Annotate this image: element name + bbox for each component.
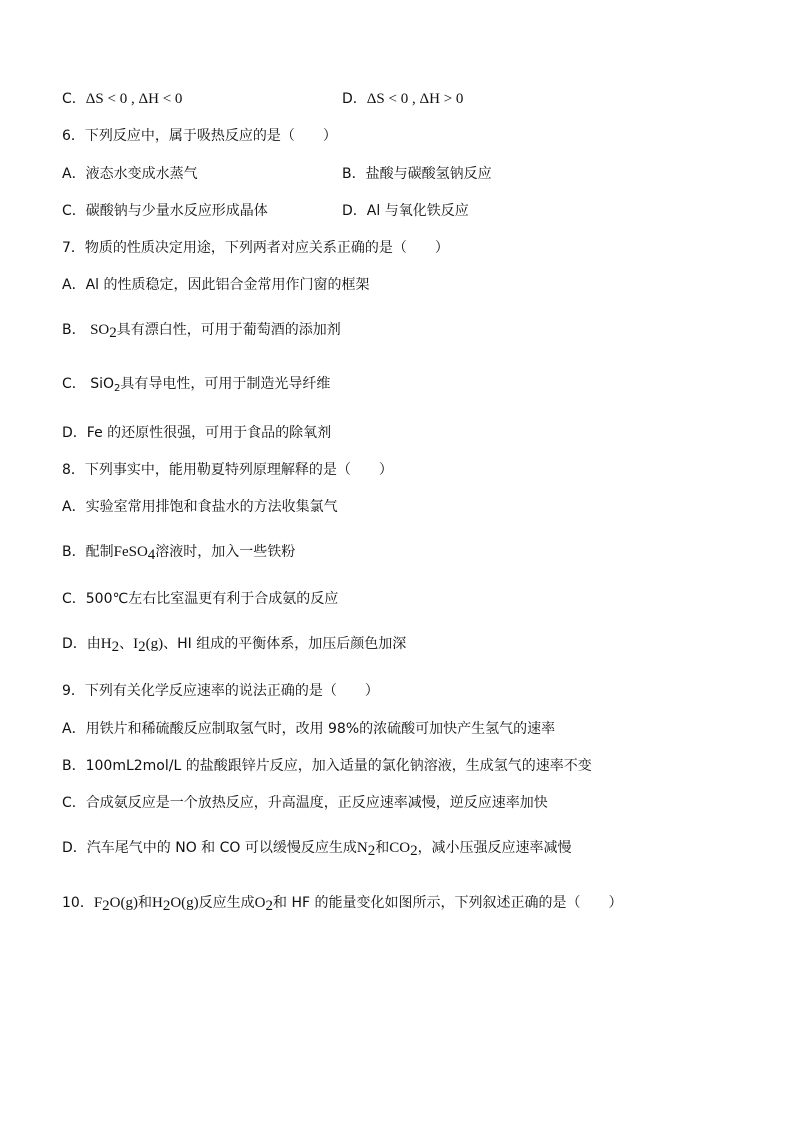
q9-option-b: B．100mL2mol/L 的盐酸跟锌片反应，加入适量的氯化钠溶液，生成氢气的速率不变 xyxy=(62,758,592,774)
q9-option-d-n2-sub: 2 xyxy=(367,843,376,859)
q10-number: 10． xyxy=(62,895,94,911)
q8-stem: 8．下列事实中，能用勒夏特列原理解释的是（ ） xyxy=(62,462,393,478)
q8-option-d-i2-sub: 2 xyxy=(138,639,146,655)
q9-option-d xyxy=(62,838,572,858)
q8-option-b-label: B．配制 xyxy=(62,544,114,560)
q7-option-b-text: 具有漂白性，可用于葡萄酒的添加剂 xyxy=(116,322,341,338)
q8-option-b-formula-sub: 4 xyxy=(147,547,156,563)
q8-option-d-sep: 、 xyxy=(119,636,134,652)
q8-option-b-text: 溶液时，加入一些铁粉 xyxy=(155,544,296,560)
q10-h2o: H xyxy=(152,895,163,911)
q7-option-b xyxy=(62,320,341,340)
q9-option-d-and: 和 xyxy=(375,840,390,856)
q9-option-d-n2: N xyxy=(356,840,368,856)
q9-option-d-co2: CO xyxy=(389,840,411,856)
q9-stem: 9．下列有关化学反应速率的说法正确的是（ ） xyxy=(62,683,379,699)
q5-option-d xyxy=(342,89,463,109)
q8-option-d xyxy=(62,634,406,654)
q10-f2o-sub: 2 xyxy=(102,898,110,914)
q6-option-d: D．Al 与氧化铁反应 xyxy=(342,203,469,219)
q6-option-b: B．盐酸与碳酸氢钠反应 xyxy=(342,166,492,182)
q7-option-b-label: B． xyxy=(62,322,86,338)
q7-option-c-formula: SiO xyxy=(90,376,115,392)
q9-option-d-label: D．汽车尾气中的 NO 和 CO 可以缓慢反应生成 xyxy=(62,840,357,856)
q7-option-b-formula-sub: 2 xyxy=(109,325,117,341)
q8-option-b-formula: FeSO xyxy=(113,544,148,560)
q8-option-d-label: D．由 xyxy=(62,636,101,652)
q7-option-c-text: 具有导电性，可用于制造光导纤维 xyxy=(120,376,331,392)
q5-option-c xyxy=(62,89,182,109)
q10-h2o-sub: 2 xyxy=(162,898,171,914)
q7-option-c-formula-sub: 2 xyxy=(114,383,121,394)
q8-option-d-text: 、HI 组成的平衡体系，加压后颜色加深 xyxy=(163,636,407,652)
q8-option-d-i2-state: (g) xyxy=(145,636,164,652)
q9-option-c: C．合成氨反应是一个放热反应，升高温度，正反应速率减慢，逆反应速率加快 xyxy=(62,795,548,811)
q6-stem: 6．下列反应中，属于吸热反应的是（ ） xyxy=(62,128,337,144)
q6-option-a: A．液态水变成水蒸气 xyxy=(62,166,198,182)
q9-option-d-co2-sub: 2 xyxy=(410,843,418,859)
q5-option-c-label: C． xyxy=(62,91,86,107)
q6-option-c: C．碳酸钠与少量水反应形成晶体 xyxy=(62,203,268,219)
q9-option-d-text: ，减小压强反应速率减慢 xyxy=(417,840,572,856)
q8-option-d-h2: H xyxy=(100,636,112,652)
q9-option-a: A．用铁片和稀硫酸反应制取氢气时，改用 98%的浓硫酸可加快产生氢气的速率 xyxy=(62,721,556,737)
q10-f2o-rest: O(g) xyxy=(109,895,138,911)
q7-option-c-label: C． xyxy=(62,376,86,392)
q7-option-d: D．Fe 的还原性很强，可用于食品的除氧剂 xyxy=(62,425,332,441)
q8-option-c: C．500℃左右比室温更有利于合成氨的反应 xyxy=(62,591,339,607)
q8-option-d-h2-sub: 2 xyxy=(111,639,120,655)
q8-option-b xyxy=(62,542,295,562)
q5-option-d-math: ΔS < 0 , ΔH > 0 xyxy=(366,91,464,107)
q10-and: 和 xyxy=(138,895,152,911)
q5-option-d-label: D． xyxy=(342,91,367,107)
q7-option-c xyxy=(62,374,330,394)
q10-o2: O xyxy=(254,895,266,911)
q10-stem xyxy=(62,893,623,913)
q10-h2o-rest: O(g) xyxy=(170,895,199,911)
q8-option-a: A．实验室常用排饱和食盐水的方法收集氯气 xyxy=(62,499,338,515)
q7-option-b-formula: SO xyxy=(90,322,110,338)
q10-text1: 反应生成 xyxy=(198,895,255,911)
q5-option-c-math: ΔS < 0 , ΔH < 0 xyxy=(85,91,183,107)
q8-option-d-i2: I xyxy=(133,636,139,652)
q10-f2o: F xyxy=(93,895,103,911)
q7-stem: 7．物质的性质决定用途，下列两者对应关系正确的是（ ） xyxy=(62,240,449,256)
q10-text2: 和 HF 的能量变化如图所示，下列叙述正确的是（ ） xyxy=(273,895,623,911)
q7-option-a: A．Al 的性质稳定，因此铝合金常用作门窗的框架 xyxy=(62,277,370,293)
q10-o2-sub: 2 xyxy=(265,898,274,914)
